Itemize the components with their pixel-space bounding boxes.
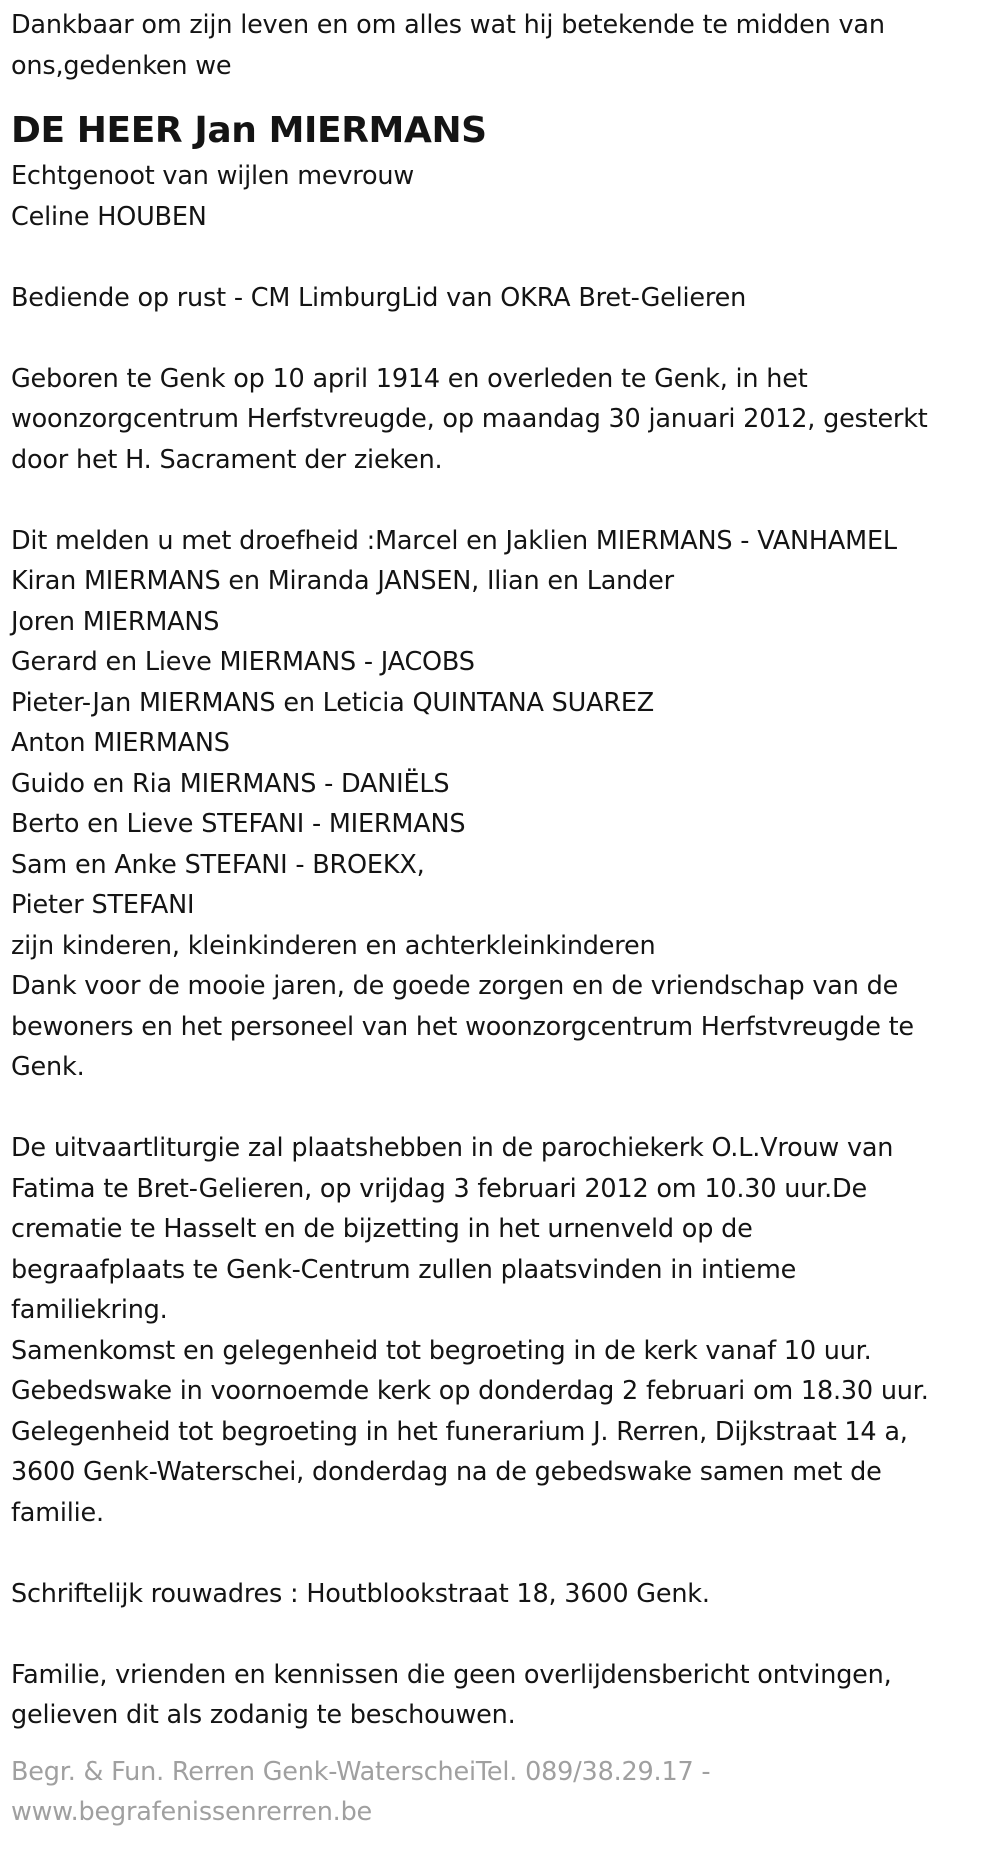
family-paragraph: [11, 521, 991, 1088]
notice-line: Familie, vrienden en kennissen die geen overlijdensbericht ontvingen,: [11, 1659, 892, 1690]
family-line: Pieter-Jan MIERMANS en Leticia QUINTANA SUAREZ: [11, 687, 655, 718]
notice-paragraph: [11, 1655, 991, 1736]
funeral-home-footer: [11, 1752, 991, 1833]
family-line: Gerard en Lieve MIERMANS - JACOBS: [11, 647, 475, 677]
footer-website: www.begrafenissenrerren.be: [11, 1797, 373, 1827]
spacer: [11, 480, 991, 521]
family-line: Guido en Ria MIERMANS - DANIËLS: [11, 768, 450, 799]
mourning-address: Schriftelijk rouwadres : Houtblookstraat 18, 3600 Genk.: [11, 1578, 710, 1609]
funeral-line: crematie te Hasselt en de bijzetting in het urnenveld op de: [11, 1214, 753, 1244]
family-line: Sam en Anke STEFANI - BROEKX,: [11, 849, 425, 880]
spacer: [11, 318, 991, 359]
birth-death-paragraph: [11, 359, 991, 481]
occupation-paragraph: [11, 278, 991, 319]
funeral-line: familiekring.: [11, 1295, 168, 1325]
birth-death-line: Geboren te Genk op 10 april 1914 en overleden te Genk, in het: [11, 363, 808, 394]
deceased-name: DE HEER Jan MIERMANS: [11, 110, 487, 151]
address-paragraph: [11, 1574, 991, 1615]
family-line: Kiran MIERMANS en Miranda JANSEN, Ilian en Lander: [11, 566, 674, 596]
funeral-line: Fatima te Bret-Gelieren, op vrijdag 3 februari 2012 om 10.30 uur.De: [11, 1173, 867, 1204]
family-line: bewoners en het personeel van het woonzorgcentrum Herfstvreugde te: [11, 1011, 914, 1042]
funeral-line: 3600 Genk-Waterschei, donderdag na de gebedswake samen met de: [11, 1457, 882, 1487]
spacer: [11, 1533, 991, 1574]
family-line: Berto en Lieve STEFANI - MIERMANS: [11, 809, 466, 839]
footer-line: Begr. & Fun. Rerren Genk-WaterscheiTel. 089/38.29.17 -: [11, 1756, 711, 1787]
funeral-paragraph: [11, 1128, 991, 1533]
funeral-line: Gelegenheid tot begroeting in het funerarium J. Rerren, Dijkstraat 14 a,: [11, 1416, 908, 1447]
spacer: [11, 1088, 991, 1129]
birth-death-line: woonzorgcentrum Herfstvreugde, op maandag 30 januari 2012, gesterkt: [11, 404, 928, 434]
family-line: Anton MIERMANS: [11, 728, 230, 758]
family-line: zijn kinderen, kleinkinderen en achterkleinkinderen: [11, 930, 656, 961]
birth-death-line: door het H. Sacrament der zieken.: [11, 444, 443, 475]
intro-line: ons,gedenken we: [11, 50, 232, 81]
intro-paragraph: [11, 5, 991, 86]
spouse-line: Echtgenoot van wijlen mevrouw: [11, 161, 415, 191]
spacer: [11, 1614, 991, 1655]
notice-line: gelieven dit als zodanig te beschouwen.: [11, 1700, 516, 1730]
spouse-line: Celine HOUBEN: [11, 201, 207, 232]
occupation-line: Bediende op rust - CM LimburgLid van OKRA Bret-Gelieren: [11, 282, 747, 313]
obituary-document: [11, 5, 991, 1833]
family-line: Genk.: [11, 1052, 85, 1082]
intro-line: Dankbaar om zijn leven en om alles wat hij betekende te midden van: [11, 10, 885, 40]
family-line: Pieter STEFANI: [11, 890, 195, 920]
funeral-line: De uitvaartliturgie zal plaatshebben in de parochiekerk O.L.Vrouw van: [11, 1133, 894, 1163]
funeral-line: familie.: [11, 1497, 104, 1528]
family-line: Dank voor de mooie jaren, de goede zorgen en de vriendschap van de: [11, 971, 899, 1001]
family-line: Dit melden u met droefheid :Marcel en Jaklien MIERMANS - VANHAMEL: [11, 525, 897, 556]
family-line: Joren MIERMANS: [11, 606, 220, 637]
spacer: [11, 237, 991, 278]
funeral-line: begraafplaats te Genk-Centrum zullen plaatsvinden in intieme: [11, 1254, 797, 1285]
spouse-paragraph: [11, 156, 991, 237]
funeral-line: Samenkomst en gelegenheid tot begroeting in de kerk vanaf 10 uur.: [11, 1335, 872, 1366]
funeral-line: Gebedswake in voornoemde kerk op donderdag 2 februari om 18.30 uur.: [11, 1376, 929, 1406]
